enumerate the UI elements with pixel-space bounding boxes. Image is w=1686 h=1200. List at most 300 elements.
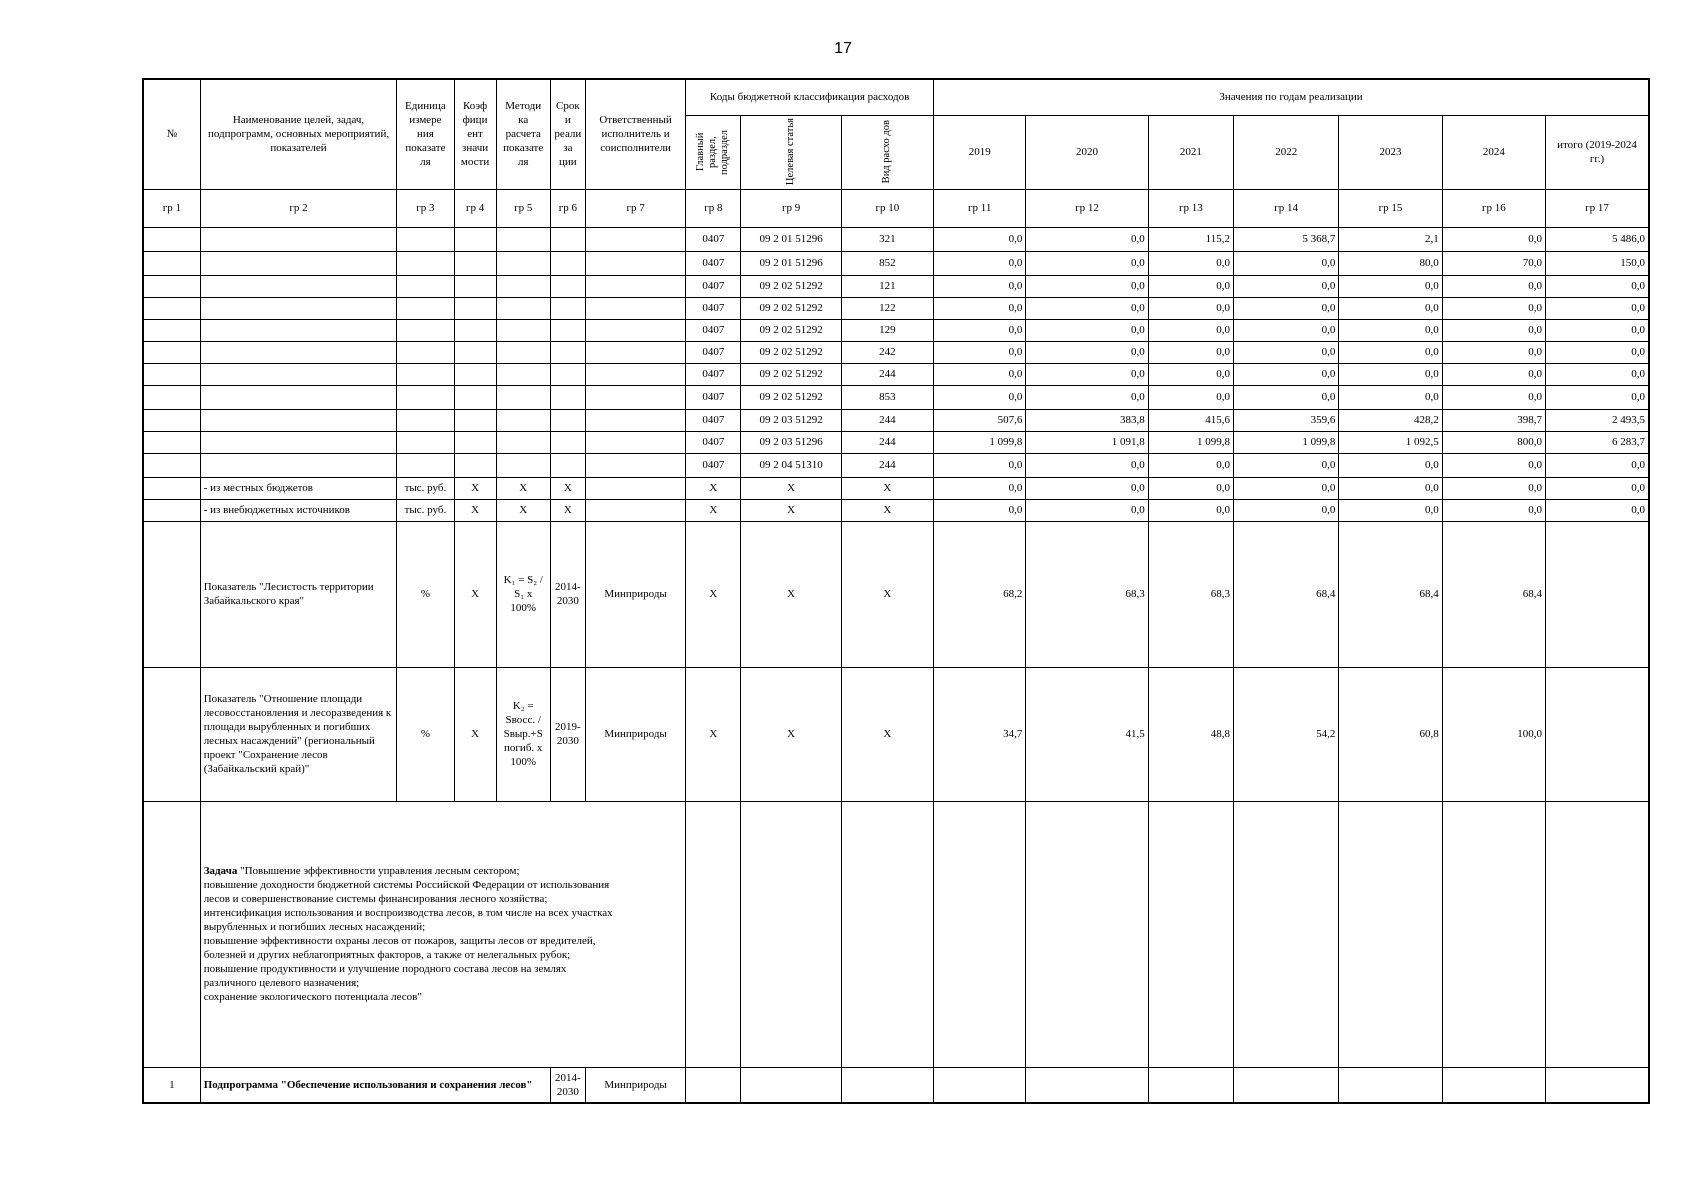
- x-mark: X: [841, 521, 933, 667]
- header-budget-codes: Коды бюджетной классификация расходов: [686, 79, 934, 115]
- target-article-code: 09 2 04 51310: [741, 453, 841, 477]
- value-cell: 0,0: [1234, 319, 1339, 341]
- header-year-2023: 2023: [1339, 115, 1442, 189]
- funding-source-row: [143, 477, 1649, 499]
- empty-cell: [1148, 801, 1233, 1067]
- x-mark: X: [454, 477, 496, 499]
- empty-cell: [397, 297, 454, 319]
- expense-type-code: 852: [841, 251, 933, 275]
- value-cell: 0,0: [1442, 385, 1545, 409]
- value-cell: 0,0: [1234, 363, 1339, 385]
- empty-cell: [496, 385, 550, 409]
- group-label-cell: гр 9: [741, 189, 841, 227]
- empty-cell: [143, 227, 200, 251]
- empty-cell: [143, 499, 200, 521]
- value-cell: 1 091,8: [1026, 431, 1148, 453]
- header-coef: Коэф фици ент значи мости: [454, 79, 496, 189]
- value-cell: 0,0: [1234, 385, 1339, 409]
- indicator-method: [496, 521, 550, 667]
- value-cell: 0,0: [1234, 251, 1339, 275]
- indicator-executor: Минприроды: [585, 667, 685, 801]
- x-mark: X: [741, 667, 841, 801]
- value-cell: 398,7: [1442, 409, 1545, 431]
- table-row: [143, 319, 1649, 341]
- empty-cell: [454, 251, 496, 275]
- group-label-cell: гр 12: [1026, 189, 1148, 227]
- empty-cell: [496, 409, 550, 431]
- empty-cell: [200, 297, 397, 319]
- value-cell: 0,0: [1234, 341, 1339, 363]
- empty-cell: [741, 1067, 841, 1103]
- x-mark: X: [841, 499, 933, 521]
- x-mark: X: [550, 499, 585, 521]
- value-cell: 68,4: [1442, 521, 1545, 667]
- value-cell: 415,6: [1148, 409, 1233, 431]
- value-cell: 0,0: [1339, 477, 1442, 499]
- task-row: [143, 801, 1649, 1067]
- value-cell: 0,0: [1546, 319, 1649, 341]
- value-cell: 0,0: [1442, 453, 1545, 477]
- value-cell: 0,0: [934, 499, 1026, 521]
- header-year-2022: 2022: [1234, 115, 1339, 189]
- expense-type-code: 122: [841, 297, 933, 319]
- empty-cell: [585, 275, 685, 297]
- empty-cell: [550, 363, 585, 385]
- value-cell: 0,0: [1234, 275, 1339, 297]
- x-mark: X: [496, 499, 550, 521]
- value-cell: 0,0: [934, 275, 1026, 297]
- x-mark: X: [454, 499, 496, 521]
- subprogram-term: 2014-2030: [550, 1067, 585, 1103]
- unit-cell: тыс. руб.: [397, 499, 454, 521]
- header-year-2024: 2024: [1442, 115, 1545, 189]
- value-cell: 48,8: [1148, 667, 1233, 801]
- method-formula-line: S₁ x: [514, 588, 533, 600]
- header-target-article-label: Целевая статья: [785, 118, 797, 186]
- target-article-code: 09 2 02 51292: [741, 275, 841, 297]
- header-section-label: Главный раздел, подраздел: [695, 129, 731, 175]
- value-cell: 34,7: [934, 667, 1026, 801]
- target-article-code: 09 2 03 51296: [741, 431, 841, 453]
- funding-source-row: [143, 499, 1649, 521]
- header-values-by-year: Значения по годам реализации: [934, 79, 1649, 115]
- expense-type-code: 244: [841, 431, 933, 453]
- empty-cell: [550, 431, 585, 453]
- empty-cell: [585, 297, 685, 319]
- empty-cell: [585, 363, 685, 385]
- x-mark: X: [496, 477, 550, 499]
- subprogram-name: [200, 1067, 550, 1103]
- value-cell: 359,6: [1234, 409, 1339, 431]
- task-line: лесов и совершенствование системы финансирования лесного хозяйства;: [203, 893, 548, 905]
- x-mark: X: [686, 499, 741, 521]
- subprogram-number: 1: [143, 1067, 200, 1103]
- empty-cell: [1234, 801, 1339, 1067]
- value-cell: 5 486,0: [1546, 227, 1649, 251]
- value-cell: 0,0: [1026, 227, 1148, 251]
- value-cell: 0,0: [934, 341, 1026, 363]
- empty-cell: [550, 409, 585, 431]
- value-cell: 0,0: [1148, 499, 1233, 521]
- value-cell: 0,0: [1339, 363, 1442, 385]
- funding-source-name: - из местных бюджетов: [200, 477, 397, 499]
- empty-cell: [496, 431, 550, 453]
- empty-cell: [200, 431, 397, 453]
- task-line: интенсификация использования и воспроизводства лесов, в том числе на всех участках: [203, 907, 613, 919]
- program-table: [142, 78, 1650, 1104]
- section-code: 0407: [686, 341, 741, 363]
- value-cell: 0,0: [1339, 297, 1442, 319]
- expense-type-code: 129: [841, 319, 933, 341]
- empty-cell: [200, 275, 397, 297]
- group-label-cell: гр 3: [397, 189, 454, 227]
- value-cell: 800,0: [1442, 431, 1545, 453]
- group-labels-row: [143, 189, 1649, 227]
- unit-cell: тыс. руб.: [397, 477, 454, 499]
- header-year-2019: 2019: [934, 115, 1026, 189]
- task-line: различного целевого назначения;: [203, 977, 360, 989]
- empty-cell: [397, 409, 454, 431]
- value-cell: 0,0: [1546, 453, 1649, 477]
- target-article-code: 09 2 02 51292: [741, 385, 841, 409]
- value-cell: 1 099,8: [934, 431, 1026, 453]
- expense-type-code: 853: [841, 385, 933, 409]
- section-code: 0407: [686, 227, 741, 251]
- table-row: [143, 227, 1649, 251]
- value-cell: 0,0: [1026, 251, 1148, 275]
- value-cell: 68,4: [1234, 521, 1339, 667]
- empty-cell: [143, 319, 200, 341]
- section-code: 0407: [686, 363, 741, 385]
- indicator-name: Показатель "Отношение площади лесовосстановления и лесоразведения к площади вырубленных и погибших лесных насаждений" (региональный проект "Сохранение лесов (Забайкальский край)": [200, 667, 397, 801]
- value-cell: 1 092,5: [1339, 431, 1442, 453]
- empty-cell: [454, 431, 496, 453]
- value-cell: 0,0: [1234, 499, 1339, 521]
- value-cell: 0,0: [1442, 363, 1545, 385]
- expense-type-code: 244: [841, 409, 933, 431]
- value-cell: 0,0: [1442, 227, 1545, 251]
- value-cell: 0,0: [1234, 453, 1339, 477]
- value-cell: 0,0: [1148, 275, 1233, 297]
- group-label-cell: гр 17: [1546, 189, 1649, 227]
- task-line: повышение эффективности охраны лесов от пожаров, защиты лесов от вредителей,: [203, 935, 596, 947]
- header-section: [686, 115, 741, 189]
- empty-cell: [550, 453, 585, 477]
- value-cell: 150,0: [1546, 251, 1649, 275]
- value-cell: 6 283,7: [1546, 431, 1649, 453]
- target-article-code: 09 2 02 51292: [741, 297, 841, 319]
- empty-cell: [200, 453, 397, 477]
- empty-cell: [496, 341, 550, 363]
- header-expense-type-label: Вид расхо дов: [881, 120, 893, 184]
- target-article-code: 09 2 01 51296: [741, 251, 841, 275]
- value-cell: 68,3: [1148, 521, 1233, 667]
- x-mark: X: [741, 499, 841, 521]
- task-description: [200, 801, 686, 1067]
- empty-cell: [550, 275, 585, 297]
- expense-type-code: 244: [841, 363, 933, 385]
- empty-cell: [143, 251, 200, 275]
- empty-cell: [550, 251, 585, 275]
- empty-cell: [1234, 1067, 1339, 1103]
- empty-cell: [143, 409, 200, 431]
- value-cell: 0,0: [1442, 499, 1545, 521]
- empty-cell: [841, 1067, 933, 1103]
- task-line: болезней и других неблагоприятных факторов, а также от нелегальных рубок;: [203, 949, 571, 961]
- empty-cell: [397, 453, 454, 477]
- value-cell: 0,0: [934, 385, 1026, 409]
- empty-cell: [1442, 801, 1545, 1067]
- empty-cell: [454, 319, 496, 341]
- empty-cell: [550, 341, 585, 363]
- group-label-cell: гр 7: [585, 189, 685, 227]
- value-cell: 68,3: [1026, 521, 1148, 667]
- value-cell: 0,0: [1546, 297, 1649, 319]
- funding-source-name: - из внебюджетных источников: [200, 499, 397, 521]
- section-code: 0407: [686, 431, 741, 453]
- value-cell: 0,0: [1026, 385, 1148, 409]
- value-cell: 1 099,8: [1234, 431, 1339, 453]
- x-mark: X: [686, 667, 741, 801]
- empty-cell: [143, 801, 200, 1067]
- empty-cell: [397, 319, 454, 341]
- empty-cell: [585, 431, 685, 453]
- value-cell: 0,0: [1234, 297, 1339, 319]
- empty-cell: [585, 227, 685, 251]
- empty-cell: [585, 319, 685, 341]
- table-row: [143, 297, 1649, 319]
- empty-cell: [397, 385, 454, 409]
- subprogram-name-text: Подпрограмма "Обеспечение использования и сохранения лесов": [203, 1078, 533, 1091]
- table-row: [143, 363, 1649, 385]
- empty-cell: [200, 363, 397, 385]
- value-cell: 0,0: [934, 227, 1026, 251]
- value-cell: 0,0: [1148, 453, 1233, 477]
- empty-cell: [585, 341, 685, 363]
- empty-cell: [550, 319, 585, 341]
- header-expense-type: [841, 115, 933, 189]
- empty-cell: [143, 341, 200, 363]
- x-mark: X: [841, 477, 933, 499]
- value-cell: 0,0: [1026, 363, 1148, 385]
- header-no: №: [143, 79, 200, 189]
- value-cell: 100,0: [1442, 667, 1545, 801]
- value-cell: 0,0: [1026, 453, 1148, 477]
- target-article-code: 09 2 02 51292: [741, 319, 841, 341]
- empty-cell: [934, 801, 1026, 1067]
- indicator-coef: X: [454, 521, 496, 667]
- header-unit: Единица измере ния показате ля: [397, 79, 454, 189]
- empty-cell: [496, 453, 550, 477]
- empty-cell: [496, 363, 550, 385]
- indicator-row: [143, 667, 1649, 801]
- value-cell: 2 493,5: [1546, 409, 1649, 431]
- empty-cell: [143, 667, 200, 801]
- value-cell: 0,0: [934, 297, 1026, 319]
- table-row: [143, 341, 1649, 363]
- empty-cell: [397, 341, 454, 363]
- page-number: 17: [834, 40, 852, 57]
- table-row: [143, 409, 1649, 431]
- header-target-article: [741, 115, 841, 189]
- header-term: Срок и реали за ции: [550, 79, 585, 189]
- header-executor: Ответственный исполнитель и соисполнители: [585, 79, 685, 189]
- value-cell: 0,0: [1546, 363, 1649, 385]
- empty-cell: [550, 385, 585, 409]
- empty-cell: [585, 499, 685, 521]
- value-cell: 0,0: [1234, 477, 1339, 499]
- task-line: повышение доходности бюджетной системы Российской Федерации от использования: [203, 879, 610, 891]
- empty-cell: [143, 453, 200, 477]
- value-cell: 0,0: [1546, 477, 1649, 499]
- value-cell: 0,0: [1442, 477, 1545, 499]
- section-code: 0407: [686, 409, 741, 431]
- x-mark: X: [550, 477, 585, 499]
- expense-type-code: 321: [841, 227, 933, 251]
- value-cell: 0,0: [1442, 297, 1545, 319]
- empty-cell: [143, 275, 200, 297]
- empty-cell: [397, 431, 454, 453]
- indicator-term: 2014-2030: [550, 521, 585, 667]
- value-cell: 115,2: [1148, 227, 1233, 251]
- task-line: сохранение экологического потенциала лесов": [203, 991, 422, 1003]
- empty-cell: [496, 319, 550, 341]
- empty-cell: [200, 319, 397, 341]
- value-cell: 0,0: [934, 453, 1026, 477]
- task-line: вырубленных и погибших лесных насаждений;: [203, 921, 426, 933]
- value-cell: 0,0: [1026, 477, 1148, 499]
- value-cell: 0,0: [1148, 297, 1233, 319]
- value-cell: 0,0: [1546, 341, 1649, 363]
- empty-cell: [143, 385, 200, 409]
- target-article-code: 09 2 03 51292: [741, 409, 841, 431]
- empty-cell: [454, 363, 496, 385]
- empty-cell: [143, 477, 200, 499]
- value-cell: 0,0: [1442, 341, 1545, 363]
- empty-cell: [585, 385, 685, 409]
- group-label-cell: гр 2: [200, 189, 397, 227]
- empty-cell: [397, 251, 454, 275]
- value-cell: 70,0: [1442, 251, 1545, 275]
- value-cell: 0,0: [1148, 319, 1233, 341]
- value-cell: 0,0: [1026, 341, 1148, 363]
- empty-cell: [585, 477, 685, 499]
- group-label-cell: гр 6: [550, 189, 585, 227]
- section-code: 0407: [686, 275, 741, 297]
- value-cell: 0,0: [934, 251, 1026, 275]
- target-article-code: 09 2 01 51296: [741, 227, 841, 251]
- indicator-executor: Минприроды: [585, 521, 685, 667]
- header-name: Наименование целей, задач, подпрограмм, основных мероприятий, показателей: [200, 79, 397, 189]
- empty-cell: [585, 251, 685, 275]
- method-formula-line: 100%: [510, 602, 537, 614]
- value-cell: 0,0: [934, 363, 1026, 385]
- group-label-cell: гр 1: [143, 189, 200, 227]
- value-cell: 0,0: [1026, 297, 1148, 319]
- empty-cell: [686, 801, 741, 1067]
- method-formula-line: K₁ = S₂ /: [503, 574, 543, 586]
- group-label-cell: гр 8: [686, 189, 741, 227]
- method-formula-line: Sвосс. / Sвыр.+S погиб. x: [503, 714, 543, 754]
- empty-cell: [1148, 1067, 1233, 1103]
- empty-cell: [496, 275, 550, 297]
- empty-cell: [1546, 1067, 1649, 1103]
- value-cell: 383,8: [1026, 409, 1148, 431]
- group-label-cell: гр 13: [1148, 189, 1233, 227]
- empty-cell: [143, 363, 200, 385]
- table-row: [143, 453, 1649, 477]
- value-cell: 0,0: [1339, 453, 1442, 477]
- value-cell: 0,0: [1546, 499, 1649, 521]
- table-row: [143, 431, 1649, 453]
- value-cell: 0,0: [1442, 275, 1545, 297]
- value-cell: 0,0: [1339, 385, 1442, 409]
- indicator-coef: X: [454, 667, 496, 801]
- empty-cell: [1546, 801, 1649, 1067]
- header-row-1: [143, 79, 1649, 115]
- empty-cell: [686, 1067, 741, 1103]
- empty-cell: [454, 453, 496, 477]
- target-article-code: 09 2 02 51292: [741, 341, 841, 363]
- header-method: Методи ка расчета показате ля: [496, 79, 550, 189]
- task-line: повышение продуктивности и улучшение породного состава лесов на землях: [203, 963, 567, 975]
- value-cell: 0,0: [1148, 477, 1233, 499]
- empty-cell: [397, 227, 454, 251]
- empty-cell: [143, 431, 200, 453]
- value-cell: 0,0: [1026, 319, 1148, 341]
- x-mark: X: [686, 477, 741, 499]
- empty-cell: [1026, 1067, 1148, 1103]
- empty-cell: [1546, 667, 1649, 801]
- empty-cell: [585, 409, 685, 431]
- group-label-cell: гр 14: [1234, 189, 1339, 227]
- value-cell: 0,0: [1148, 341, 1233, 363]
- value-cell: 0,0: [1339, 499, 1442, 521]
- empty-cell: [841, 801, 933, 1067]
- value-cell: 80,0: [1339, 251, 1442, 275]
- empty-cell: [200, 251, 397, 275]
- empty-cell: [496, 297, 550, 319]
- empty-cell: [1339, 1067, 1442, 1103]
- empty-cell: [454, 409, 496, 431]
- empty-cell: [585, 453, 685, 477]
- value-cell: 0,0: [1546, 275, 1649, 297]
- table-row: [143, 251, 1649, 275]
- empty-cell: [454, 341, 496, 363]
- value-cell: 0,0: [1026, 499, 1148, 521]
- empty-cell: [550, 227, 585, 251]
- group-label-cell: гр 15: [1339, 189, 1442, 227]
- empty-cell: [454, 275, 496, 297]
- x-mark: X: [741, 521, 841, 667]
- empty-cell: [1546, 521, 1649, 667]
- value-cell: 0,0: [1339, 275, 1442, 297]
- target-article-code: 09 2 02 51292: [741, 363, 841, 385]
- table-row: [143, 385, 1649, 409]
- empty-cell: [496, 251, 550, 275]
- section-code: 0407: [686, 385, 741, 409]
- empty-cell: [200, 341, 397, 363]
- section-code: 0407: [686, 251, 741, 275]
- value-cell: 0,0: [1026, 275, 1148, 297]
- empty-cell: [1339, 801, 1442, 1067]
- value-cell: 68,2: [934, 521, 1026, 667]
- empty-cell: [1026, 801, 1148, 1067]
- value-cell: 2,1: [1339, 227, 1442, 251]
- header-year-2020: 2020: [1026, 115, 1148, 189]
- value-cell: 0,0: [1546, 385, 1649, 409]
- value-cell: 0,0: [1148, 363, 1233, 385]
